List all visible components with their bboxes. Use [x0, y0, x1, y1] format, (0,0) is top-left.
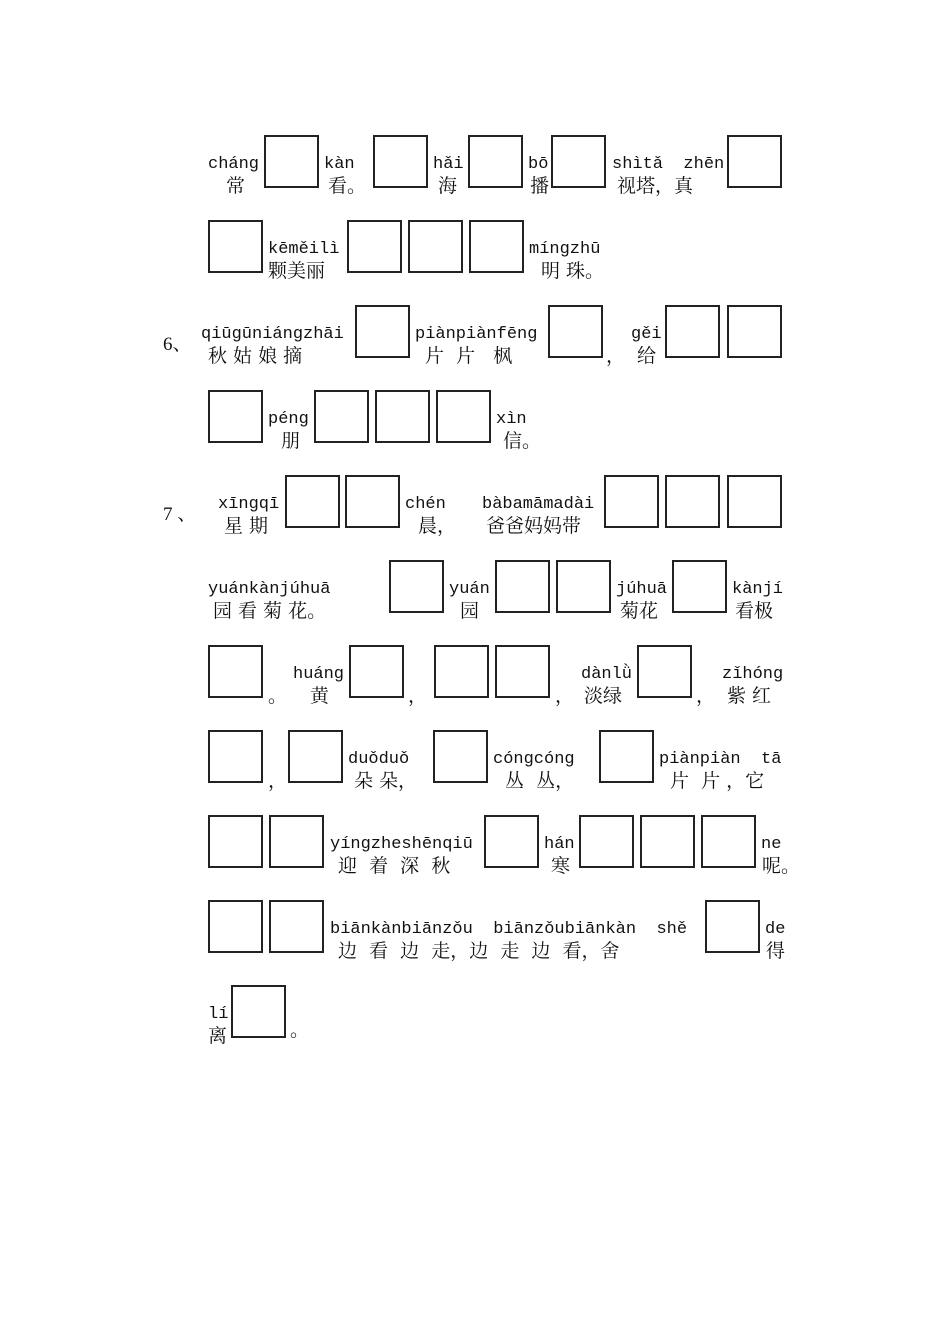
pinyin: piànpiànfēng [415, 325, 538, 344]
hanzi: 信。 [503, 430, 542, 452]
pinyin: gěi [631, 325, 662, 344]
answer-box[interactable] [484, 815, 539, 868]
question-number: 7 、 [163, 504, 197, 525]
answer-box[interactable] [408, 220, 463, 273]
answer-box[interactable] [373, 135, 428, 188]
pinyin: qiūgūniángzhāi [201, 325, 344, 344]
answer-box[interactable] [269, 815, 324, 868]
answer-box[interactable] [208, 900, 263, 953]
hanzi: 边 看 边 走，边 走 边 看，舍 [338, 940, 620, 962]
pinyin: piànpiàn tā [659, 750, 782, 769]
hanzi: 晨， [418, 515, 457, 537]
pinyin: shìtǎ zhēn [612, 155, 725, 174]
punctuation: ， [606, 345, 626, 367]
punctuation: ， [555, 685, 575, 707]
pinyin: bàbamāmadài [482, 495, 595, 514]
hanzi: 片 片 枫 [425, 345, 513, 367]
answer-box[interactable] [389, 560, 444, 613]
hanzi: 片 片 ，它 [670, 770, 765, 792]
hanzi: 秋 姑 娘 摘 [208, 345, 303, 367]
answer-box[interactable] [208, 815, 263, 868]
answer-box[interactable] [434, 645, 489, 698]
hanzi: 紫 红 [727, 685, 772, 707]
answer-box[interactable] [727, 305, 782, 358]
pinyin: kēměilì [268, 240, 340, 259]
pinyin: dànlǜ [581, 665, 633, 684]
answer-box[interactable] [495, 645, 550, 698]
answer-box[interactable] [701, 815, 756, 868]
hanzi: 菊花 [620, 600, 659, 622]
hanzi: 寒 [551, 855, 571, 877]
answer-box[interactable] [727, 135, 782, 188]
hanzi: 丛 丛， [505, 770, 575, 792]
hanzi: 星 期 [224, 515, 269, 537]
answer-box[interactable] [469, 220, 524, 273]
answer-box[interactable] [345, 475, 400, 528]
pinyin: hǎi [433, 155, 464, 174]
hanzi: 迎 着 深 秋 [338, 855, 451, 877]
hanzi: 播 [530, 175, 550, 197]
answer-box[interactable] [665, 475, 720, 528]
answer-box[interactable] [599, 730, 654, 783]
pinyin: júhuā [616, 580, 668, 599]
hanzi: 常 [226, 175, 246, 197]
answer-box[interactable] [548, 305, 603, 358]
pinyin: yuán [449, 580, 490, 599]
pinyin: kàn [324, 155, 355, 174]
hanzi: 呢。 [762, 855, 801, 877]
pinyin: chén [405, 495, 446, 514]
pinyin: duǒduǒ [348, 750, 410, 769]
answer-box[interactable] [208, 390, 263, 443]
answer-box[interactable] [665, 305, 720, 358]
hanzi: 看。 [328, 175, 367, 197]
answer-box[interactable] [551, 135, 606, 188]
answer-box[interactable] [375, 390, 430, 443]
pinyin: biānkànbiānzǒu biānzǒubiānkàn shě [330, 920, 688, 939]
pinyin: zǐhóng [722, 665, 784, 684]
pinyin: kànjí [732, 580, 784, 599]
hanzi: 爸爸妈妈带 [486, 515, 582, 537]
pinyin: xìn [496, 410, 527, 429]
punctuation: ， [696, 685, 716, 707]
hanzi: 朋 [281, 430, 301, 452]
answer-box[interactable] [314, 390, 369, 443]
hanzi: 得 [766, 940, 786, 962]
pinyin: cóngcóng [493, 750, 575, 769]
answer-box[interactable] [433, 730, 488, 783]
pinyin: bō [528, 155, 549, 174]
answer-box[interactable] [355, 305, 410, 358]
hanzi: 黄 [310, 685, 330, 707]
pinyin: xīngqī [218, 495, 280, 514]
answer-box[interactable] [495, 560, 550, 613]
hanzi: 园 [460, 600, 480, 622]
hanzi: 视塔，真 [617, 175, 694, 197]
pinyin: cháng [208, 155, 260, 174]
pinyin: de [765, 920, 786, 939]
pinyin: ne [761, 835, 782, 854]
hanzi: 朵 朵， [354, 770, 418, 792]
answer-box[interactable] [208, 220, 263, 273]
answer-box[interactable] [579, 815, 634, 868]
answer-box[interactable] [705, 900, 760, 953]
punctuation: 。 [268, 685, 288, 707]
answer-box[interactable] [349, 645, 404, 698]
answer-box[interactable] [640, 815, 695, 868]
answer-box[interactable] [285, 475, 340, 528]
hanzi: 给 [637, 345, 657, 367]
hanzi: 海 [438, 175, 458, 197]
answer-box[interactable] [231, 985, 286, 1038]
hanzi: 看极 [735, 600, 774, 622]
punctuation: ， [268, 770, 288, 792]
answer-box[interactable] [604, 475, 659, 528]
pinyin: huáng [293, 665, 345, 684]
answer-box[interactable] [468, 135, 523, 188]
pinyin: lí [208, 1005, 229, 1024]
hanzi: 淡绿 [584, 685, 623, 707]
pinyin: yuánkànjúhuā [208, 580, 331, 599]
answer-box[interactable] [264, 135, 319, 188]
hanzi: 离 [208, 1025, 228, 1047]
answer-box[interactable] [436, 390, 491, 443]
answer-box[interactable] [556, 560, 611, 613]
answer-box[interactable] [727, 475, 782, 528]
pinyin: péng [268, 410, 309, 429]
hanzi: 明 珠。 [541, 260, 605, 282]
pinyin: hán [544, 835, 575, 854]
answer-box[interactable] [269, 900, 324, 953]
answer-box[interactable] [208, 645, 263, 698]
punctuation: 。 [290, 1019, 310, 1041]
answer-box[interactable] [637, 645, 692, 698]
hanzi: 颗美丽 [268, 260, 326, 282]
pinyin: míngzhū [529, 240, 601, 259]
answer-box[interactable] [347, 220, 402, 273]
punctuation: ， [408, 685, 428, 707]
question-number: 6、 [163, 334, 192, 355]
answer-box[interactable] [288, 730, 343, 783]
hanzi: 园 看 菊 花。 [213, 600, 327, 622]
answer-box[interactable] [208, 730, 263, 783]
pinyin: yíngzheshēnqiū [330, 835, 473, 854]
answer-box[interactable] [672, 560, 727, 613]
